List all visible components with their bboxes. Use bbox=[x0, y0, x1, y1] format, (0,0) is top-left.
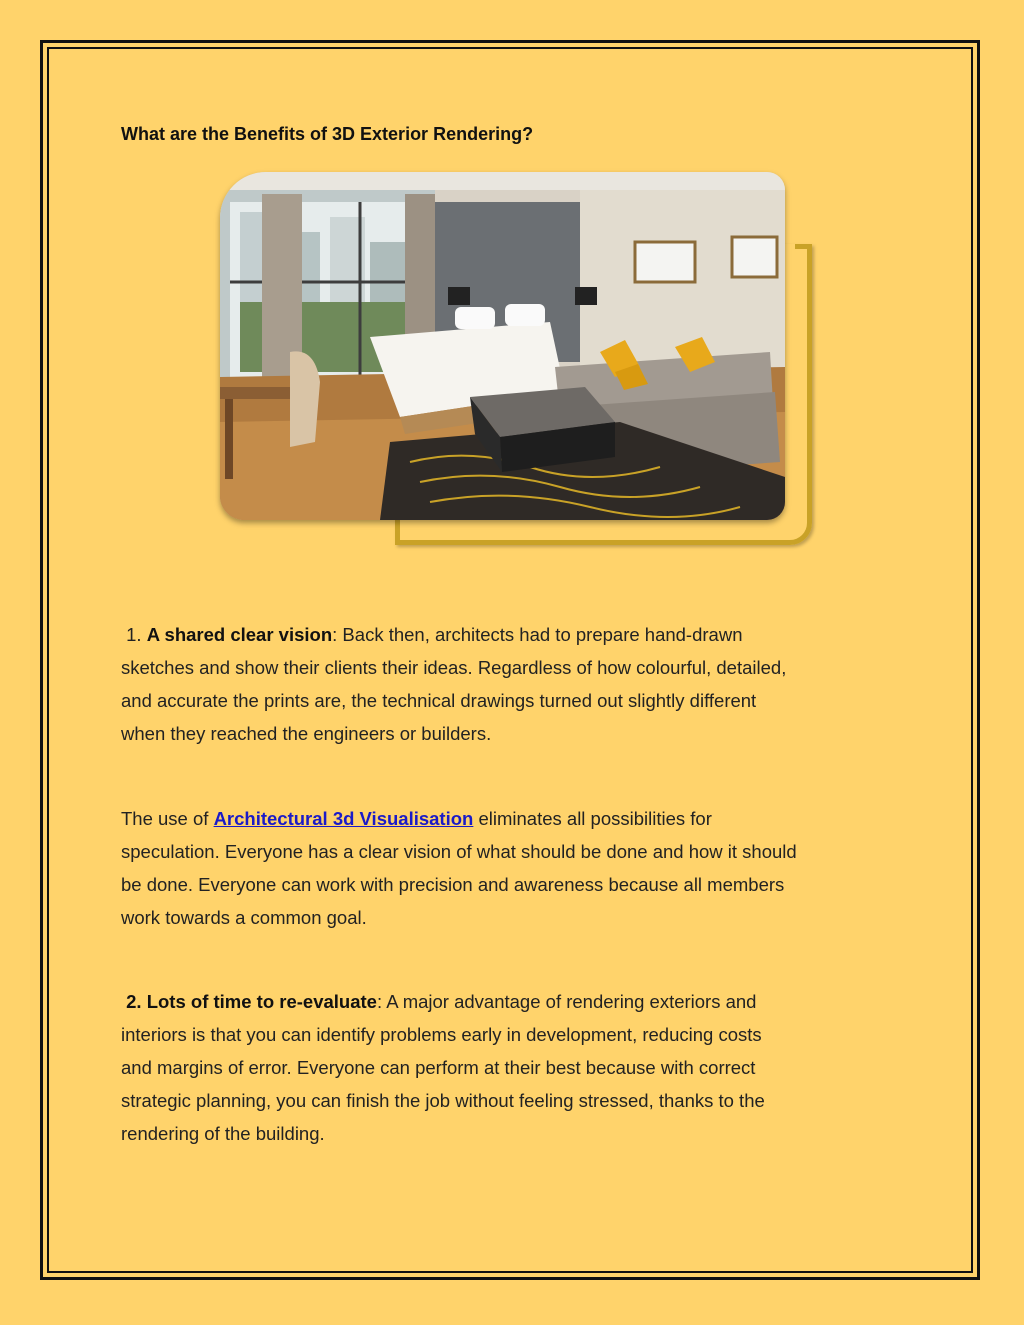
section-line: sketches and show their clients their ideas. Regardless of how colourful, detailed, bbox=[121, 657, 787, 678]
section-line: and margins of error. Everyone can perform at their best because with correct bbox=[121, 1057, 756, 1078]
section-line: work towards a common goal. bbox=[121, 907, 367, 928]
page-title: What are the Benefits of 3D Exterior Rendering? bbox=[121, 124, 534, 144]
gold-frame-top-decoration bbox=[795, 244, 811, 249]
section-heading: 2. Lots of time to re-evaluate bbox=[126, 991, 377, 1012]
section-line: be done. Everyone can work with precision and awareness because all members bbox=[121, 874, 785, 895]
section-line: when they reached the engineers or builders. bbox=[121, 723, 492, 744]
section-text: : Back then, architects had to prepare hand-drawn bbox=[332, 624, 743, 645]
section-shared-vision bbox=[121, 618, 921, 750]
section-line: rendering of the building. bbox=[121, 1123, 325, 1144]
section-text: : A major advantage of rendering exteriors and bbox=[376, 991, 757, 1012]
gold-frame-left-decoration bbox=[395, 518, 400, 540]
section-line: strategic planning, you can finish the job without feeling stressed, thanks to the bbox=[121, 1090, 765, 1111]
section-text: eliminates all possibilities for bbox=[473, 808, 712, 829]
architectural-visualisation-link[interactable]: Architectural 3d Visualisation bbox=[213, 808, 474, 829]
section-line: speculation. Everyone has a clear vision of what should be done and how it should bbox=[121, 841, 797, 862]
section-heading: A shared clear vision bbox=[146, 624, 333, 645]
section-line bbox=[121, 802, 921, 835]
section-line bbox=[121, 985, 921, 1018]
section-number: 1. bbox=[126, 624, 147, 645]
section-line: and accurate the prints are, the technical drawings turned out slightly different bbox=[121, 690, 757, 711]
section-line bbox=[121, 618, 921, 651]
image-frame bbox=[220, 172, 815, 547]
section-text: The use of bbox=[121, 808, 214, 829]
section-visualisation bbox=[121, 802, 921, 934]
section-line: interiors is that you can identify problems early in development, reducing costs bbox=[121, 1024, 762, 1045]
section-re-evaluate bbox=[121, 985, 921, 1150]
bedroom-photo-icon bbox=[220, 172, 785, 520]
